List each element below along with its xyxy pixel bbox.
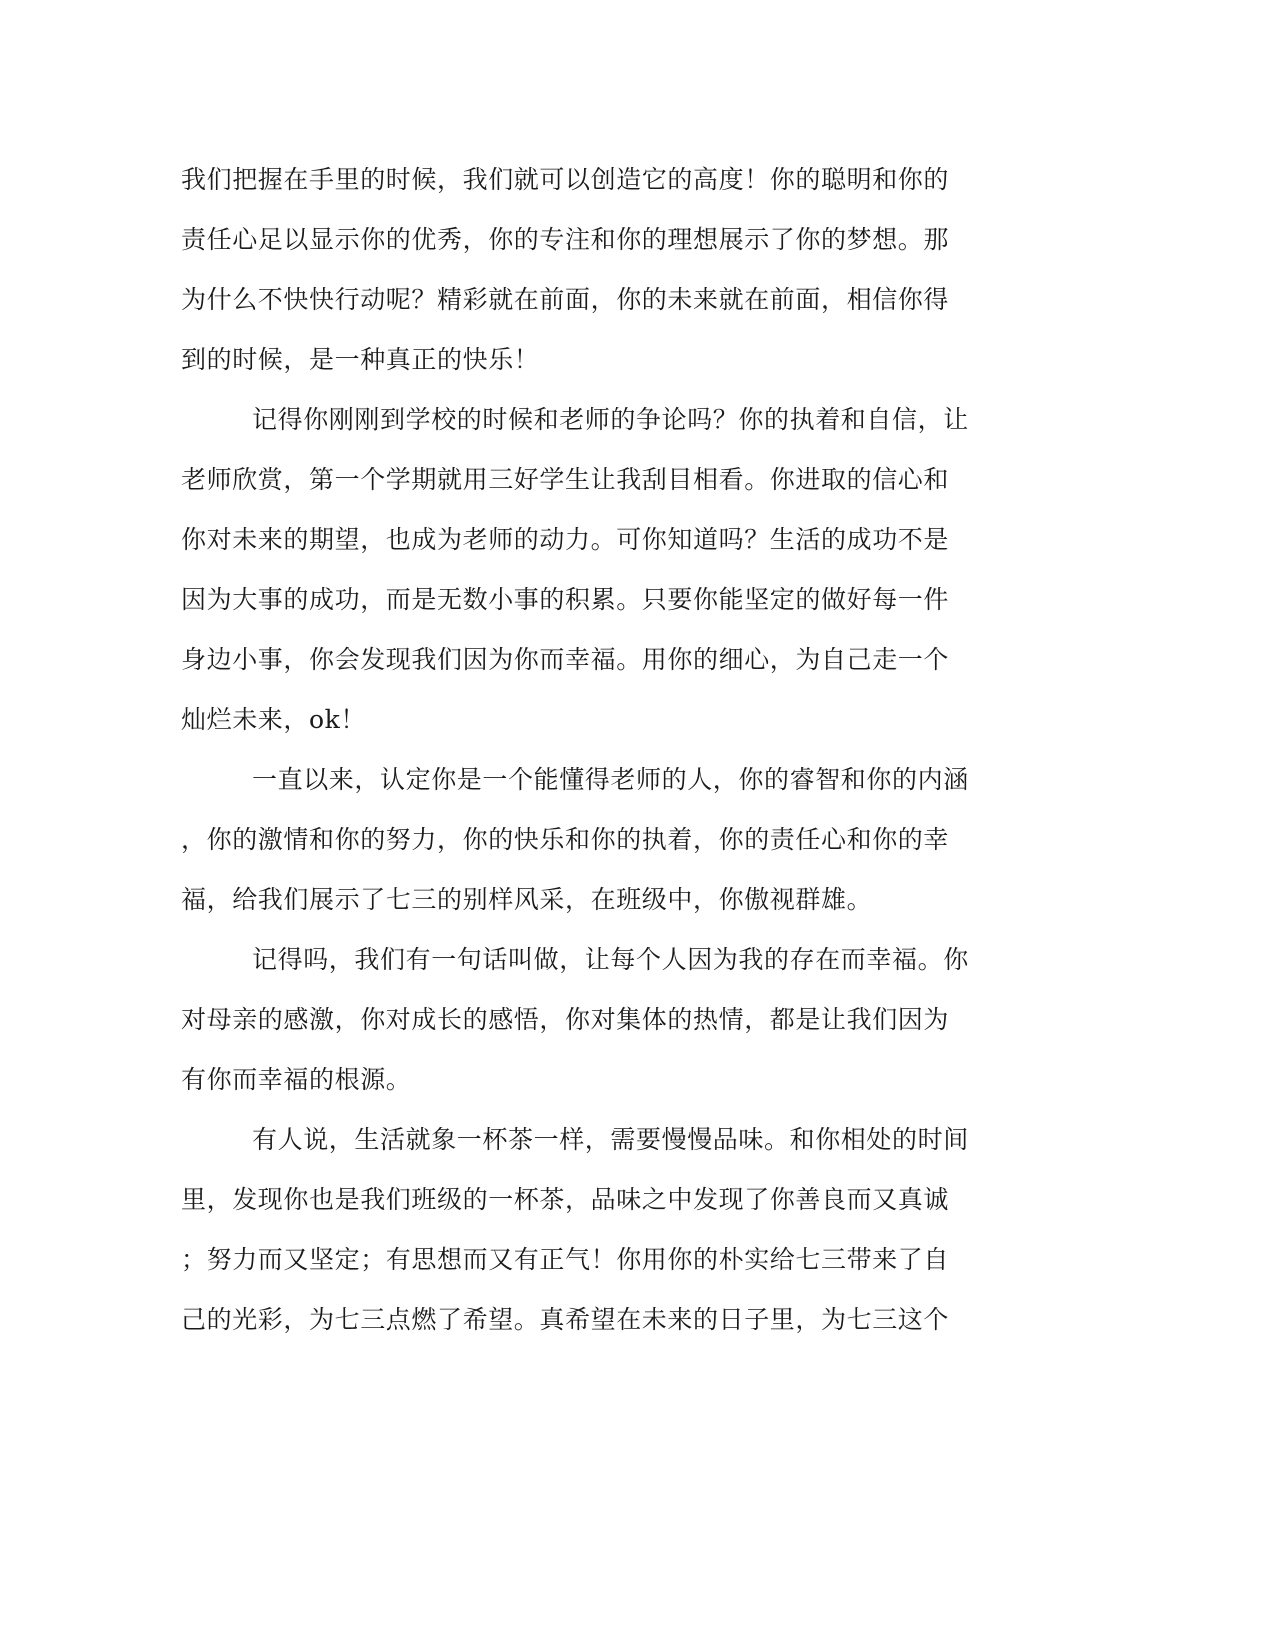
text-line: 老师欣赏，第一个学期就用三好学生让我刮目相看。你进取的信心和: [181, 465, 950, 494]
paragraph-first-line: 有人说，生活就象一杯茶一样，需要慢慢品味。和你相处的时间: [252, 1125, 969, 1154]
paragraph-first-line: 一直以来，认定你是一个能懂得老师的人，你的睿智和你的内涵: [252, 765, 969, 794]
text-line: 因为大事的成功，而是无数小事的积累。只要你能坚定的做好每一件: [181, 585, 950, 614]
text-line: 里，发现你也是我们班级的一杯茶，品味之中发现了你善良而又真诚: [181, 1185, 950, 1214]
text-line: 有你而幸福的根源。: [181, 1065, 412, 1094]
text-line: 身边小事，你会发现我们因为你而幸福。用你的细心，为自己走一个: [181, 645, 950, 674]
text-line: 对母亲的感激，你对成长的感悟，你对集体的热情，都是让我们因为: [181, 1005, 950, 1034]
paragraph-first-line: 记得你刚刚到学校的时候和老师的争论吗？你的执着和自信，让: [252, 405, 969, 434]
text-line: 福，给我们展示了七三的别样风采，在班级中，你傲视群雄。: [181, 885, 873, 914]
text-line: ；努力而又坚定；有思想而又有正气！你用你的朴实给七三带来了自: [181, 1245, 950, 1274]
paragraph-first-line: 记得吗，我们有一句话叫做，让每个人因为我的存在而幸福。你: [252, 945, 969, 974]
document-body: [181, 150, 1051, 1350]
text-line: 为什么不快快行动呢？精彩就在前面，你的未来就在前面，相信你得: [181, 285, 950, 314]
text-line: 到的时候，是一种真正的快乐！: [181, 345, 540, 374]
text-line: 我们把握在手里的时候，我们就可以创造它的高度！你的聪明和你的: [181, 165, 950, 194]
text-line: 灿烂未来，ok！: [181, 705, 367, 734]
text-line: 你对未来的期望，也成为老师的动力。可你知道吗？生活的成功不是: [181, 525, 950, 554]
text-line: 责任心足以显示你的优秀，你的专注和你的理想展示了你的梦想。那: [181, 225, 950, 254]
text-line: 己的光彩，为七三点燃了希望。真希望在未来的日子里，为七三这个: [181, 1305, 950, 1334]
text-line: ，你的激情和你的努力，你的快乐和你的执着，你的责任心和你的幸: [181, 825, 950, 854]
